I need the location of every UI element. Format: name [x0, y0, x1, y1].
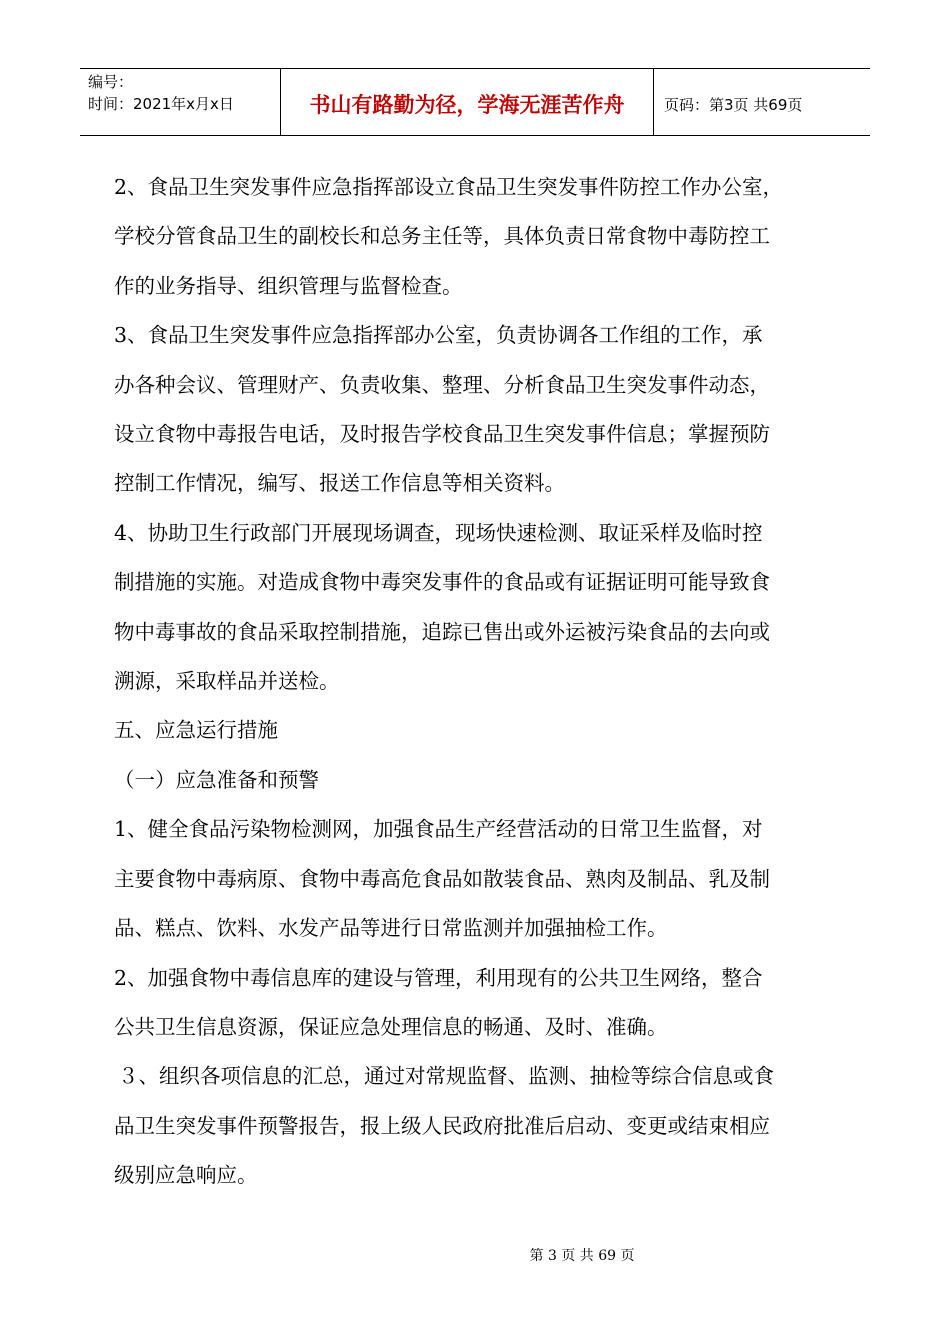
- text-line: 1、健全食品污染物检测网，加强食品生产经营活动的日常卫生监督，对: [114, 817, 763, 842]
- document-time-label: 时间：2021年x月x日: [88, 95, 234, 113]
- subsection-heading: （一）应急准备和预警: [114, 767, 319, 792]
- page-footer: [0, 1245, 950, 1265]
- text-line: 物中毒事故的食品采取控制措施，追踪已售出或外运被污染食品的去向或: [114, 619, 770, 644]
- page-header: [80, 68, 870, 136]
- text-line: 品卫生突发事件预警报告，报上级人民政府批准后启动、变更或结束相应: [114, 1113, 770, 1138]
- document-body: [114, 163, 844, 1201]
- text-line: 设立食物中毒报告电话，及时报告学校食品卫生突发事件信息；掌握预防: [114, 422, 770, 447]
- text-line: 溯源，采取样品并送检。: [114, 669, 340, 694]
- footer-page-number: 第 3 页 共 69 页: [529, 1248, 635, 1264]
- text-line: 2、加强食物中毒信息库的建设与管理，利用现有的公共卫生网络，整合: [114, 965, 763, 990]
- text-line: 3、食品卫生突发事件应急指挥部办公室，负责协调各工作组的工作，承: [114, 323, 763, 348]
- text-line: 品、糕点、饮料、水发产品等进行日常监测并加强抽检工作。: [114, 916, 668, 941]
- text-line: 2、食品卫生突发事件应急指挥部设立食品卫生突发事件防控工作办公室，: [114, 175, 784, 199]
- header-info-cell: [80, 69, 281, 135]
- text-line: 主要食物中毒病原、食物中毒高危食品如散装食品、熟肉及制品、乳及制: [114, 866, 770, 891]
- header-page-code: 页码：第3页 共69页: [664, 95, 803, 114]
- text-line: 控制工作情况，编写、报送工作信息等相关资料。: [114, 471, 565, 496]
- text-line: 学校分管食品卫生的副校长和总务主任等，具体负责日常食物中毒防控工: [114, 224, 770, 249]
- text-line: 级别应急响应。: [114, 1163, 258, 1188]
- text-line: ３、组织各项信息的汇总，通过对常规监督、监测、抽检等综合信息或食: [118, 1064, 774, 1089]
- section-heading: 五、应急运行措施: [114, 718, 278, 743]
- text-line: 制措施的实施。对造成食物中毒突发事件的食品或有证据证明可能导致食: [114, 570, 770, 595]
- text-line: 4、协助卫生行政部门开展现场调查，现场快速检测、取证采样及临时控: [114, 520, 763, 545]
- document-number-label: 编号：: [88, 73, 134, 91]
- header-motto: 书山有路勤为径，学海无涯苦作舟: [281, 69, 654, 135]
- text-line: 作的业务指导、组织管理与监督检查。: [114, 273, 463, 298]
- text-line: 公共卫生信息资源，保证应急处理信息的畅通、及时、准确。: [114, 1014, 668, 1039]
- text-line: 办各种会议、管理财产、负责收集、整理、分析食品卫生突发事件动态，: [114, 372, 770, 397]
